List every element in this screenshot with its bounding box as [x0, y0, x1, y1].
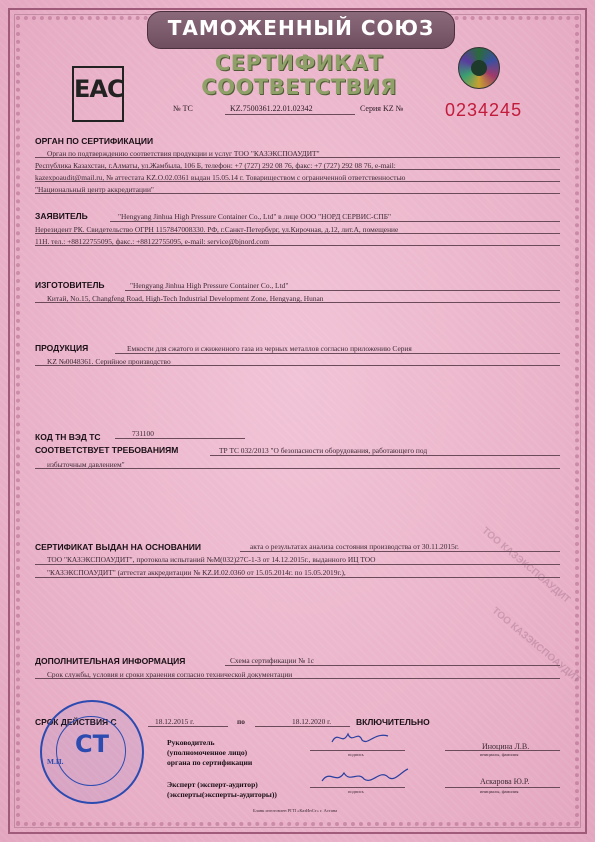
- background-watermark: ТОО КАЗЭКСПОАУДИТ: [479, 525, 573, 606]
- eac-logo-text: EAC: [74, 75, 124, 103]
- rule: [35, 169, 560, 170]
- serial-number: 0234245: [445, 100, 523, 120]
- rule: [110, 221, 560, 222]
- requirements-label: СООТВЕТСТВУЕТ ТРЕБОВАНИЯМ: [35, 445, 179, 455]
- validity-label: СРОК ДЕЙСТВИЯ С: [35, 717, 117, 727]
- rule: [35, 564, 560, 565]
- head-title-line: органа по сертификации: [167, 758, 253, 767]
- code-label: КОД ТН ВЭД ТС: [35, 432, 101, 442]
- product-line: Емкости для сжатого и сжиженного газа из черных металлов согласно приложению Серия: [127, 344, 412, 353]
- basis-label: СЕРТИФИКАТ ВЫДАН НА ОСНОВАНИИ: [35, 542, 201, 552]
- rule: [125, 290, 560, 291]
- organ-line: Орган по подтверждению соответствия продукции и услуг ТОО "КАЗЭКСПОАУДИТ": [47, 149, 320, 158]
- applicant-line: "Hengyang Jinhua High Pressure Container Co., Ltd" в лице ООО "НОРД СЕРВИС-СПБ": [118, 212, 391, 221]
- head-title-line: (уполномоченное лицо): [167, 748, 248, 757]
- rule: [240, 551, 560, 552]
- series-label: Серия KZ №: [360, 104, 404, 113]
- expert-signature: [320, 765, 410, 787]
- mp-label: М.П.: [47, 757, 64, 766]
- validity-to: 18.12.2020 г.: [292, 717, 332, 726]
- expert-name: Аскарова Ю.Р.: [480, 777, 530, 786]
- additional-line: Срок службы, условия и сроки хранения согласно технической документации: [47, 670, 293, 679]
- rule: [35, 181, 560, 182]
- number-prefix: № ТС: [173, 104, 193, 113]
- rule: [445, 750, 560, 751]
- rule: [148, 726, 228, 727]
- validity-from: 18.12.2015 г.: [155, 717, 195, 726]
- rule: [445, 787, 560, 788]
- certification-seal: [40, 700, 144, 804]
- requirements-line: избыточным давлением": [47, 460, 125, 469]
- rule: [225, 665, 560, 666]
- organ-line: kazexpoaudit@mail.ru, № аттестата KZ.O.02.0361 выдан 15.05.14 г. Товариществом с ограниченной ответственностью: [35, 173, 406, 182]
- rule: [35, 577, 560, 578]
- head-name: Иноцина Л.В.: [482, 742, 530, 751]
- applicant-label: ЗАЯВИТЕЛЬ: [35, 211, 88, 221]
- product-label: ПРОДУКЦИЯ: [35, 343, 89, 353]
- requirements-line: ТР ТС 032/2013 "О безопасности оборудования, работающего под: [219, 446, 428, 455]
- rule: [255, 726, 350, 727]
- product-line: KZ №0048361. Серийное производство: [47, 357, 171, 366]
- sign-caption: подпись: [348, 789, 364, 794]
- sign-caption: подпись: [348, 752, 364, 757]
- manufacturer-line: "Hengyang Jinhua High Pressure Container Co., Ltd": [130, 281, 289, 290]
- rule: [35, 678, 560, 679]
- basis-line: "КАЗЭКСПОАУДИТ" (аттестат аккредитации № KZ.И.02.0360 от 15.05.2014г. по 15.05.2019г.),: [47, 568, 346, 577]
- expert-title-line: (эксперты(эксперты-аудиторы)): [167, 790, 277, 799]
- basis-line: ТОО "КАЗЭКСПОАУДИТ", протокола испытаний №М(032)27С-1-3 от 14.12.2015г., выданного ИЦ ТОО: [47, 555, 376, 564]
- head-signature: [330, 728, 390, 748]
- rule: [35, 365, 560, 366]
- name-caption: инициалы, фамилия: [480, 752, 519, 757]
- manufacturer-label: ИЗГОТОВИТЕЛЬ: [35, 280, 105, 290]
- number-underline: [225, 114, 355, 115]
- rule: [35, 193, 560, 194]
- scheme-text: Схема сертификации № 1с: [230, 656, 314, 665]
- rule: [35, 157, 560, 158]
- organ-label: ОРГАН ПО СЕРТИФИКАЦИИ: [35, 136, 154, 146]
- applicant-line: 11Н. тел.: +88122755095, факс.: +88122755095, e-mail: service@bjnord.com: [35, 237, 270, 246]
- additional-label: ДОПОЛНИТЕЛЬНАЯ ИНФОРМАЦИЯ: [35, 656, 186, 666]
- rule: [35, 468, 560, 469]
- basis-line: акта о результатах анализа состояния производства от 30.11.2015г.: [250, 542, 459, 551]
- hologram-icon: [458, 47, 500, 89]
- organ-line: "Национальный центр аккредитации": [35, 185, 154, 194]
- rule: [115, 353, 560, 354]
- rule: [310, 787, 405, 788]
- certificate-number: KZ.7500361.22.01.02342: [230, 104, 313, 113]
- organ-line: Республика Казахстан, г.Алматы, ул.Жамбыла, 106 Б, телефон: +7 (727) 292 08 76, факс: +7 (727) 292 08 76, e-mail:: [35, 161, 396, 170]
- validity-inclusive: ВКЛЮЧИТЕЛЬНО: [356, 717, 430, 727]
- eac-logo: [72, 66, 124, 122]
- seal-emblem-icon: СТ: [75, 730, 109, 758]
- rule: [310, 750, 405, 751]
- rule: [35, 245, 560, 246]
- code-value: 731100: [132, 429, 154, 438]
- expert-title-line: Эксперт (эксперт-аудитор): [167, 780, 258, 789]
- background-watermark: ТОО КАЗЭКСПОАУДИТ: [489, 605, 583, 686]
- head-title-line: Руководитель: [167, 738, 215, 747]
- validity-to-label: по: [237, 717, 245, 726]
- certificate-title: СЕРТИФИКАТ СООТВЕТСТВИЯ: [201, 51, 397, 99]
- applicant-line: Нерезидент РК. Свидетельство ОГРН 1157847008330. РФ, г.Санкт-Петербург, ул.Кирочная, д.12, лит.А, помещение: [35, 225, 399, 234]
- manufacturer-line: Китай, No.15, Changfeng Road, High-Tech Industrial Development Zone, Hengyang, Hunan: [47, 294, 324, 303]
- rule: [115, 438, 245, 439]
- banner-title: ТАМОЖЕННЫЙ СОЮЗ: [167, 16, 435, 40]
- rule: [35, 302, 560, 303]
- rule: [35, 233, 560, 234]
- footer-note: Бланк изготовлен РГП «КазИнСт» г. Астана: [253, 808, 338, 813]
- rule: [210, 455, 560, 456]
- customs-union-banner: [147, 11, 455, 49]
- name-caption: инициалы, фамилия: [480, 789, 519, 794]
